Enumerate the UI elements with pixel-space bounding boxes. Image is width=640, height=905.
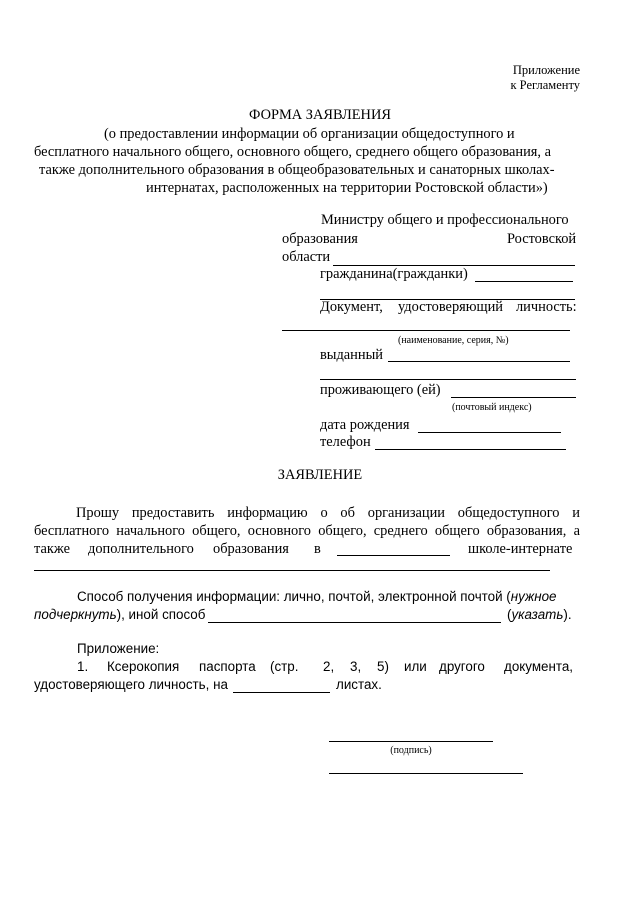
attachment-w5: 2,	[323, 659, 335, 674]
signature-label: (подпись)	[390, 745, 432, 756]
birth-date-label: дата рождения	[320, 417, 410, 433]
statement-word-also: также	[34, 541, 70, 557]
title-sub-4: интернатах, расположенных на территории Ростовской области»)	[146, 180, 548, 196]
attachment-w3: паспорта	[199, 659, 256, 674]
citizen-label: гражданина(гражданки)	[320, 266, 468, 282]
statement-word-in: в	[314, 541, 321, 557]
sheets-count-field-line[interactable]	[233, 692, 330, 693]
statement-heading: ЗАЯВЛЕНИЕ	[277, 467, 363, 483]
doc-word-2: удостоверяющий	[398, 299, 503, 315]
date-field-line[interactable]	[329, 773, 523, 774]
addressee-rostov: Ростовской	[507, 231, 577, 247]
other-method-field-line[interactable]	[208, 622, 501, 623]
statement-word-school: школе-интернате	[468, 541, 573, 557]
appendix-line-1: Приложение	[512, 63, 580, 77]
issued-label: выданный	[320, 347, 383, 363]
doc-word-3: личность:	[516, 299, 577, 315]
statement-word-additional: дополнительного	[88, 541, 194, 557]
school-name-field-line[interactable]	[34, 570, 550, 571]
addressee-education: образования	[282, 231, 358, 247]
document-hint: (наименование, серия, №)	[398, 335, 509, 346]
addressee-minister: Министру общего и профессионального	[321, 212, 569, 228]
title-sub-1: (о предоставлении информации об организации общедоступного и	[104, 126, 515, 142]
attachment-sheets: листах.	[336, 677, 382, 692]
title-sub-2: бесплатного начального общего, основного общего, среднего общего образования, а	[34, 144, 551, 160]
statement-p1-line-2: бесплатного начального общего, основного общего, среднего общего образования, а	[34, 523, 580, 539]
form-title: ФОРМА ЗАЯВЛЕНИЯ	[249, 107, 391, 123]
residing-label: проживающего (ей)	[320, 382, 441, 398]
title-sub-3: также дополнительного образования в общеобразовательных и санаторных школах-	[39, 162, 555, 178]
residing-field-line[interactable]	[451, 397, 576, 398]
attachment-w7: 5)	[377, 659, 389, 674]
attachment-line-2: удостоверяющего личность, на	[34, 677, 228, 692]
phone-field-line[interactable]	[375, 449, 566, 450]
appendix-line-2: к Регламенту	[510, 78, 580, 92]
signature-field-line[interactable]	[329, 741, 493, 742]
method-line-1: Способ получения информации: лично, почтой, электронной почтой (нужное	[77, 589, 557, 604]
statement-word-education: образования	[213, 541, 289, 557]
document-field-line[interactable]	[282, 330, 570, 331]
attachment-heading: Приложение:	[77, 641, 160, 656]
attachment-w9: другого	[439, 659, 485, 674]
birth-date-field-line[interactable]	[418, 432, 561, 433]
citizen-field-line[interactable]	[475, 281, 573, 282]
postal-index-hint: (почтовый индекс)	[452, 402, 532, 413]
school-number-field-line[interactable]	[337, 555, 450, 556]
attachment-w1: 1.	[77, 659, 89, 674]
specify-hint: (указать).	[507, 607, 572, 622]
issued-field-line-2[interactable]	[320, 379, 576, 380]
doc-word-1: Документ,	[320, 299, 383, 315]
issued-field-line[interactable]	[388, 361, 570, 362]
attachment-w4: (стр.	[270, 659, 299, 674]
addressee-region: области	[282, 249, 331, 265]
attachment-w2: Ксерокопия	[107, 659, 180, 674]
statement-p1-line-1: Прошу предоставить информацию о об организации общедоступного и	[76, 505, 580, 521]
attachment-w6: 3,	[350, 659, 362, 674]
attachment-w10: документа,	[504, 659, 574, 674]
method-line-2: подчеркнуть), иной способ	[34, 607, 206, 622]
attachment-w8: или	[404, 659, 427, 674]
phone-label: телефон	[320, 434, 371, 450]
